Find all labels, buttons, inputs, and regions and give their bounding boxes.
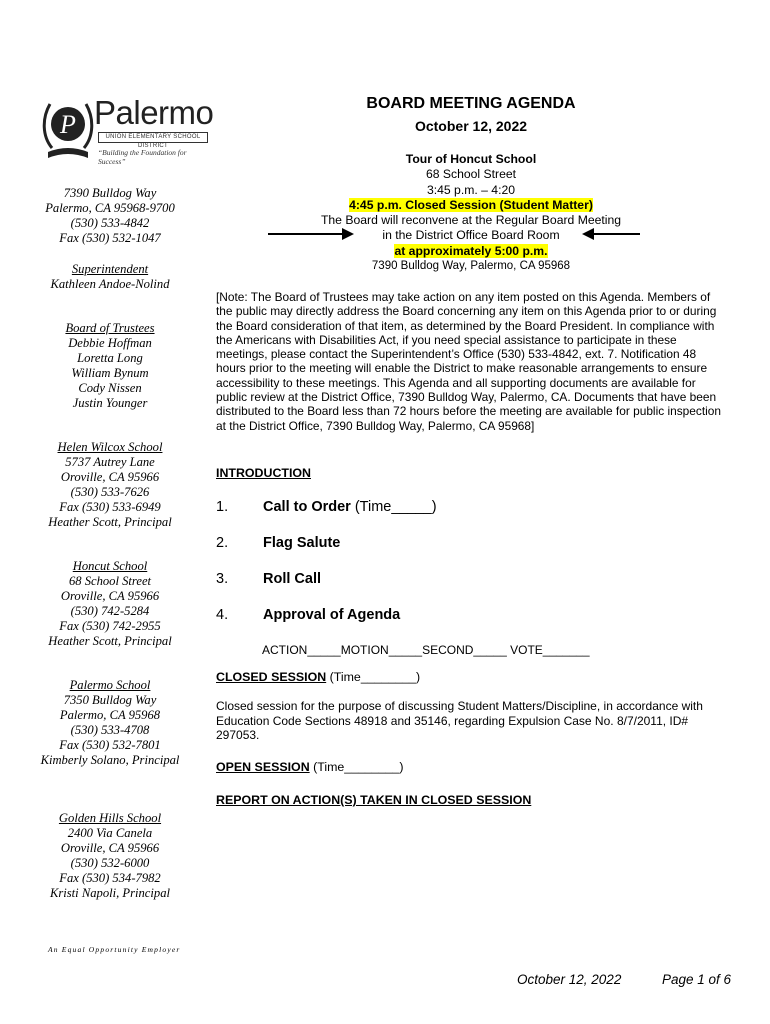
item-label: Call to Order	[263, 499, 351, 515]
district-fax: Fax (530) 532-1047	[59, 231, 161, 245]
district-address	[30, 186, 190, 246]
board-member: Debbie Hoffman	[68, 336, 152, 350]
svg-text:P: P	[60, 110, 76, 139]
introduction-heading	[216, 466, 311, 480]
palermo-crest-icon	[40, 90, 96, 165]
action-line: ACTION_____MOTION_____SECOND_____ VOTE_______	[262, 643, 590, 657]
district-logo	[40, 90, 214, 166]
school-block	[30, 678, 190, 768]
note-line: accessibility to these meetings. This Agenda and all supporting documents are available for	[216, 375, 696, 390]
district-address-line: Palermo, CA 95968-9700	[45, 201, 175, 215]
school-line: Oroville, CA 95966	[60, 470, 160, 484]
school-line: (530) 533-4708	[70, 723, 150, 737]
school-line: Kristi Napoli, Principal	[49, 886, 170, 900]
school-line: 68 School Street	[68, 574, 152, 588]
logo-band: UNION ELEMENTARY SCHOOL DISTRICT	[98, 132, 208, 143]
item-label: Approval of Agenda	[263, 607, 401, 623]
school-line: Palermo, CA 95968	[59, 708, 161, 722]
open-session-heading	[216, 760, 404, 774]
note-line: [Note: The Board of Trustees may take action on any item posted on this Agenda. Members of	[216, 290, 711, 304]
left-arrow-icon	[592, 233, 640, 235]
school-line: Fax (530) 532-7801	[59, 738, 161, 752]
board-member: Cody Nissen	[78, 381, 142, 395]
item-time: (Time_____)	[350, 499, 437, 515]
superintendent-name: Kathleen Andoe-Nolind	[50, 277, 170, 291]
note-line: the public may directly address the Board concerning any item on this Agenda prior to or during	[216, 304, 717, 319]
school-name: Golden Hills School	[58, 811, 162, 825]
school-name: Helen Wilcox School	[57, 440, 163, 454]
school-line: Fax (530) 533-6949	[59, 500, 161, 514]
report-label: REPORT ON ACTION(S) TAKEN IN CLOSED SESSION	[216, 793, 532, 807]
board-member: Loretta Long	[77, 351, 143, 365]
note-line: distributed to the Board less than 72 hours before the meeting are available for public inspection	[216, 404, 722, 419]
board-note	[216, 290, 728, 433]
agenda-date: October 12, 2022	[414, 118, 528, 134]
tour-time: 3:45 p.m. – 4:20	[426, 182, 516, 197]
note-line: meetings, please contact the Superintendent’s Office (530) 533-4842, ext. 7. Notification 48	[216, 347, 697, 362]
school-line: 5737 Autrey Lane	[65, 455, 155, 469]
meeting-address: 7390 Bulldog Way, Palermo, CA 95968	[371, 260, 571, 273]
agenda-item	[216, 571, 321, 587]
board-member: Justin Younger	[72, 396, 148, 410]
note-line: public review at the District Office, 7390 Bulldog Way, Palermo, CA. Documents that have been	[216, 390, 717, 405]
school-name: Honcut School	[72, 559, 148, 573]
item-label: Roll Call	[263, 571, 322, 587]
superintendent-heading: Superintendent	[71, 262, 149, 276]
agenda-title: BOARD MEETING AGENDA	[366, 95, 576, 112]
item-number: 3.	[216, 571, 229, 587]
school-line: (530) 742-5284	[70, 604, 150, 618]
board-block	[30, 321, 190, 411]
school-line: Heather Scott, Principal	[48, 515, 172, 529]
description-line: Education Code Sections 48918 and 35146, regarding Expulsion Case No. 8/7/2011, ID#	[216, 713, 689, 728]
item-label: Flag Salute	[263, 535, 341, 551]
report-heading	[216, 793, 531, 807]
school-line: Fax (530) 534-7982	[59, 871, 161, 885]
school-line: Kimberly Solano, Principal	[40, 753, 180, 767]
district-address-line: 7390 Bulldog Way	[63, 186, 157, 200]
school-line: (530) 533-7626	[70, 485, 150, 499]
tour-address: 68 School Street	[425, 167, 517, 182]
school-line: (530) 532-6000	[70, 856, 150, 870]
school-line: Fax (530) 742-2955	[59, 619, 161, 633]
board-heading: Board of Trustees	[65, 321, 155, 335]
introduction-label: INTRODUCTION	[216, 466, 311, 480]
tour-title: Tour of Honcut School	[405, 152, 537, 166]
superintendent-block	[30, 262, 190, 292]
agenda-item	[216, 499, 437, 515]
closed-session-description	[216, 699, 726, 743]
closed-session-time: 4:45 p.m. Closed Session (Student Matter)	[349, 197, 593, 212]
school-line: 2400 Via Canela	[67, 826, 153, 840]
item-number: 2.	[216, 535, 229, 551]
district-phone: (530) 533-4842	[70, 216, 150, 230]
footer-page-number: Page 1 of 6	[662, 972, 732, 987]
description-line: 297053.	[216, 728, 260, 742]
note-line: the Board consideration of that item, as determined by the Board President. In compliance with	[216, 318, 715, 333]
meeting-schedule	[216, 152, 726, 274]
equal-opportunity-notice: An Equal Opportunity Employer	[48, 945, 181, 954]
note-line: at the District Office, 7390 Bulldog Way, Palermo, CA 95968]	[216, 418, 535, 433]
description-line: Closed session for the purpose of discussing Student Matters/Discipline, in accordance with	[216, 699, 703, 713]
school-block	[30, 559, 190, 649]
agenda-item	[216, 607, 400, 623]
closed-session-heading	[216, 670, 420, 684]
item-number: 1.	[216, 499, 229, 515]
reconvene-line: The Board will reconvene at the Regular Board Meeting	[320, 213, 622, 228]
logo-tagline: “Building the Foundation for Success”	[98, 148, 187, 166]
school-block	[30, 811, 190, 901]
agenda-item	[216, 535, 340, 551]
meeting-start-time: at approximately 5:00 p.m.	[394, 243, 548, 258]
board-member: William Bynum	[71, 366, 149, 380]
open-session-time-field: (Time________)	[309, 760, 404, 774]
logo-wordmark: Palermo	[94, 94, 214, 131]
footer-date: October 12, 2022	[517, 972, 622, 987]
school-block	[30, 440, 190, 530]
note-line: hours prior to the meeting will enable the District to make reasonable arrangements to ensure	[216, 361, 708, 376]
school-line: Heather Scott, Principal	[48, 634, 172, 648]
item-number: 4.	[216, 607, 229, 623]
right-arrow-head-icon	[342, 228, 354, 240]
closed-session-time-field: (Time________)	[326, 670, 421, 684]
closed-session-label: CLOSED SESSION	[216, 670, 327, 684]
open-session-label: OPEN SESSION	[216, 760, 310, 774]
school-name: Palermo School	[69, 678, 151, 692]
school-line: 7350 Bulldog Way	[63, 693, 157, 707]
left-arrow-head-icon	[582, 228, 594, 240]
note-line: the Americans with Disabilities Act, if you need special assistance to participate in these	[216, 332, 677, 347]
school-line: Oroville, CA 95966	[60, 589, 160, 603]
school-line: Oroville, CA 95966	[60, 841, 160, 855]
reconvene-line: in the District Office Board Room	[382, 228, 560, 243]
right-arrow-icon	[268, 233, 348, 235]
